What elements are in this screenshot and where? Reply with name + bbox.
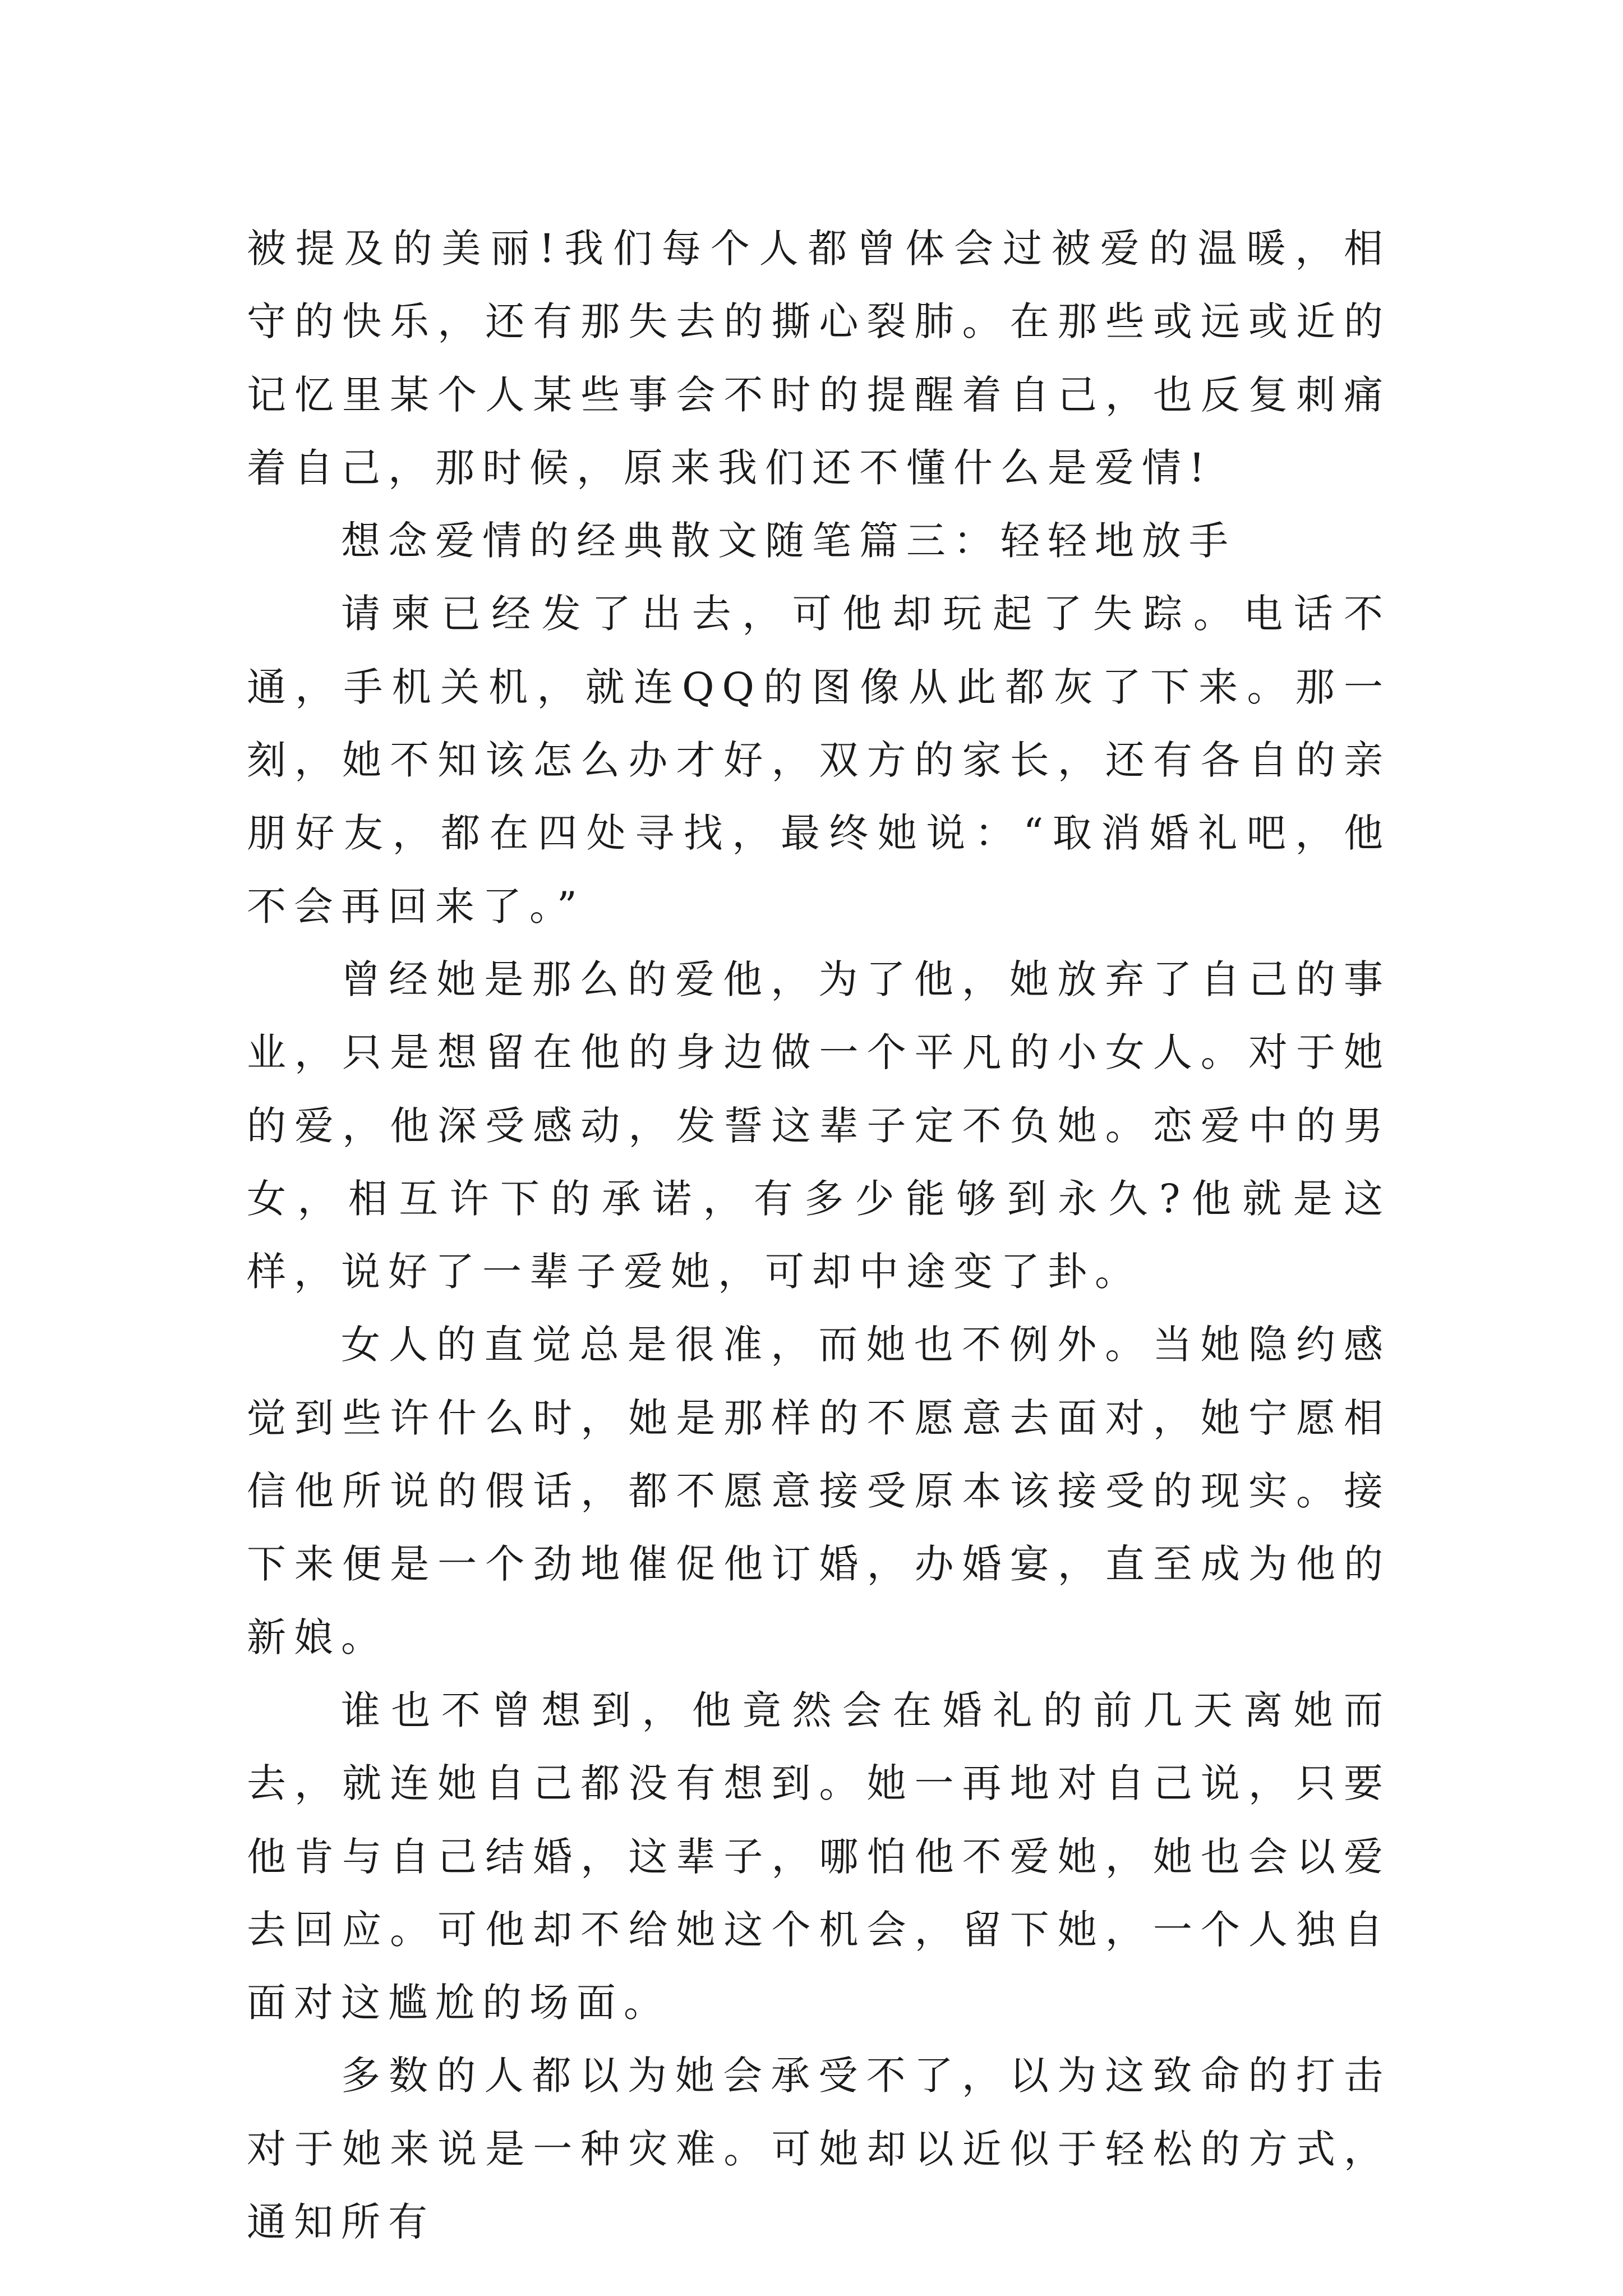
section-heading: 想念爱情的经典散文随笔篇三：轻轻地放手 (341, 518, 1236, 564)
paragraph: 请柬已经发了出去，可他却玩起了失踪。电话不通，手机关机，就连QQ的图像从此都灰了下来。那一刻，她不知该怎么办才好，双方的家长，还有各自的亲朋好友，都在四处寻找，最终她说：“取消婚礼吧，他不会再回来了。” (247, 591, 1391, 930)
article-body (247, 212, 1391, 2258)
paragraph-continuation: 被提及的美丽!我们每个人都曾体会过被爱的温暖，相守的快乐，还有那失去的撕心裂肺。在那些或远或近的记忆里某个人某些事会不时的提醒着自己，也反复刺痛着自己，那时候，原来我们还不懂什么是爱情! (247, 226, 1391, 491)
paragraph: 多数的人都以为她会承受不了，以为这致命的打击对于她来说是一种灾难。可她却以近似于轻松的方式，通知所有 (247, 2053, 1391, 2246)
paragraph: 曾经她是那么的爱他，为了他，她放弃了自己的事业，只是想留在他的身边做一个平凡的小女人。对于她的爱，他深受感动，发誓这辈子定不负她。恋爱中的男女，相互许下的承诺，有多少能够到永久?他就是这样，说好了一辈子爱她，可却中途变了卦。 (247, 956, 1391, 1295)
paragraph: 女人的直觉总是很准，而她也不例外。当她隐约感觉到些许什么时，她是那样的不愿意去面对，她宁愿相信他所说的假话，都不愿意接受原本该接受的现实。接下来便是一个劲地催促他订婚，办婚宴，直至成为他的新娘。 (247, 1322, 1391, 1660)
paragraph: 谁也不曾想到，他竟然会在婚礼的前几天离她而去，就连她自己都没有想到。她一再地对自己说，只要他肯与自己结婚，这辈子，哪怕他不爱她，她也会以爱去回应。可他却不给她这个机会，留下她，一个人独自面对这尴尬的场面。 (247, 1687, 1391, 2026)
